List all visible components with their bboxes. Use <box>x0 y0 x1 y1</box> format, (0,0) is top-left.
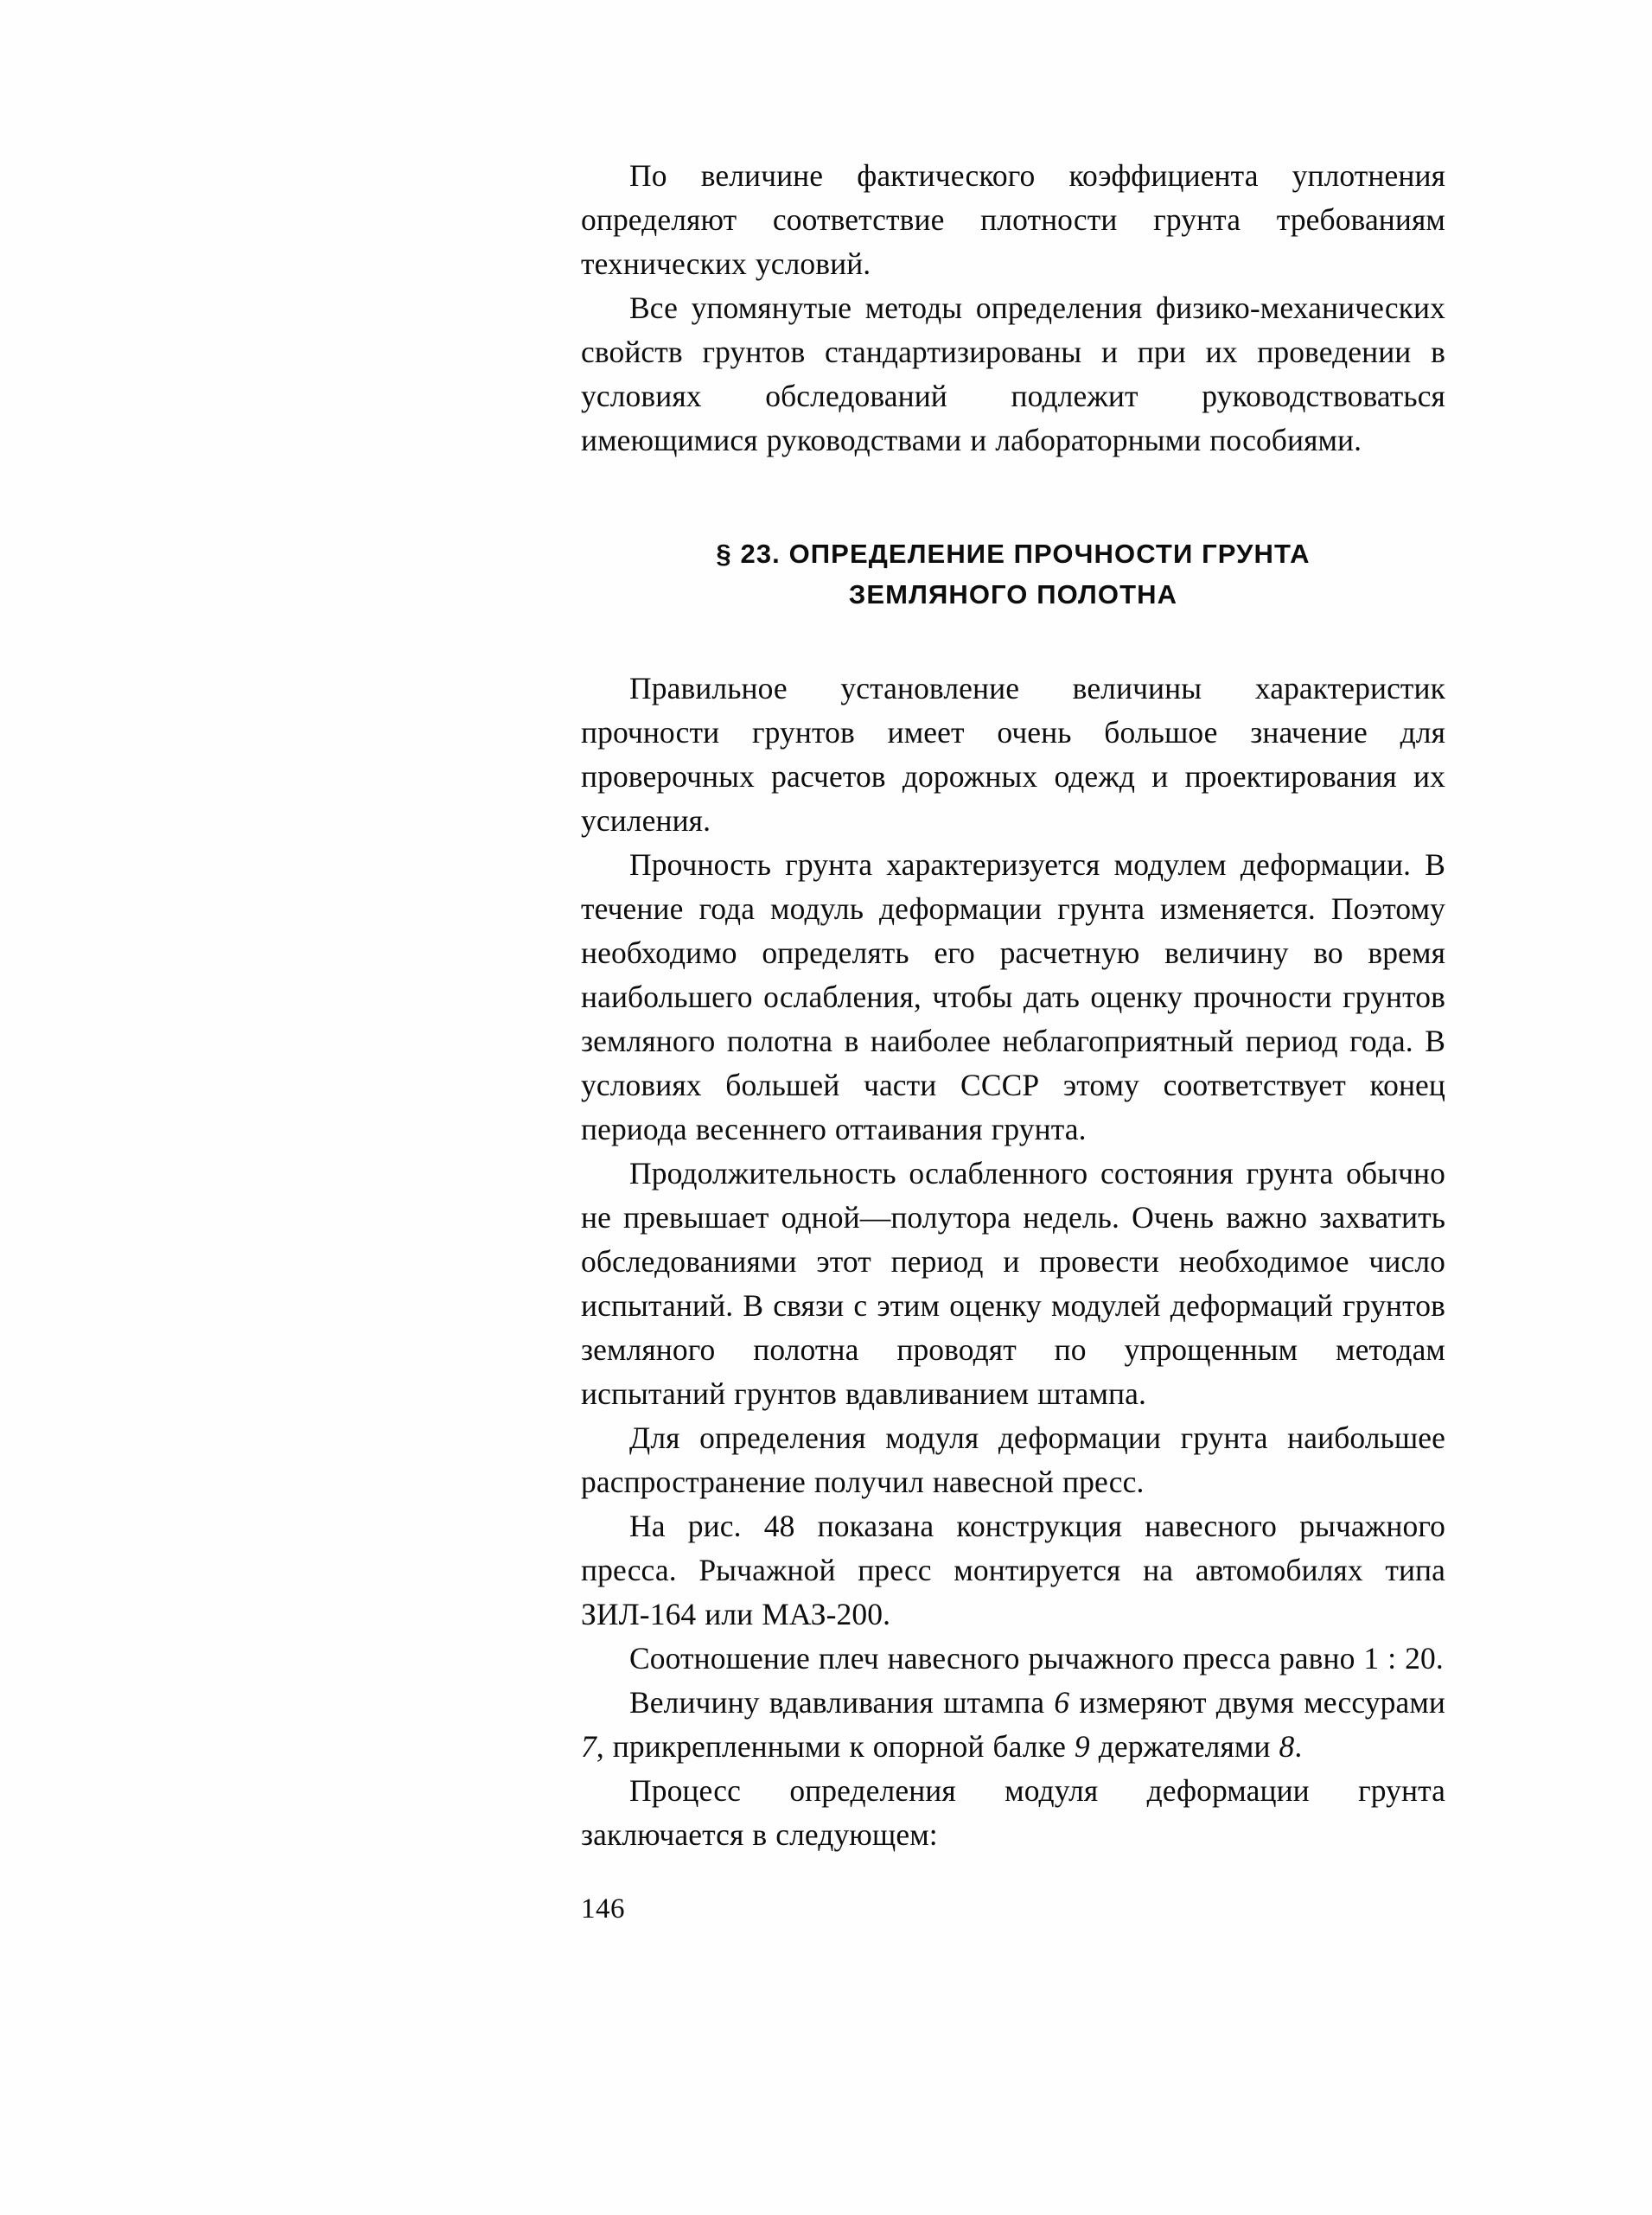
paragraph-4: Прочность грунта характеризуется модулем деформации. В течение года модуль деформации грунта изменяется. Поэтому необходимо определять его расчетную величину во время наибольшего ослабления, чтобы дать оценку прочности грунтов земляного полотна в наиболее неблагоприятный период года. В условиях большей части СССР этому соответствует конец периода весеннего оттаивания грунта. <box>581 847 1445 1146</box>
section-heading-line-1: § 23. ОПРЕДЕЛЕНИЕ ПРОЧНОСТИ ГРУНТА <box>716 539 1311 569</box>
figure-ref-8: 8 <box>1279 1729 1295 1764</box>
paragraph-9-part-3: , прикрепленными к опорной балке <box>596 1729 1075 1764</box>
page-number: 146 <box>581 1893 625 1925</box>
figure-ref-9: 9 <box>1074 1729 1090 1764</box>
paragraph-5: Продолжительность ослабленного состояния грунта обычно не превышает одной—полутора недель. Очень важно захватить обследованиями этот период и провести необходимое число испытаний. В связи с этим оценку модулей деформаций грунтов земляного полотна проводят по упрощенным методам испытаний грунтов вдавливанием штампа. <box>581 1156 1445 1411</box>
paragraph-2: Все упомянутые методы определения физико-механических свойств грунтов стандартизированы и при их проведении в условиях обследований подлежит руководствоваться имеющимися руководствами и лабораторными пособиями. <box>581 290 1445 457</box>
section-heading-line-2: ЗЕМЛЯНОГО ПОЛОТНА <box>848 579 1178 610</box>
paragraph-9-part-5: . <box>1294 1729 1303 1764</box>
paragraph-9-part-2: измеряют двумя мессурами <box>1069 1685 1445 1720</box>
paragraph-9 <box>581 1681 1445 1769</box>
section-heading <box>581 533 1445 615</box>
paragraph-8: Соотношение плеч навесного рычажного пресса равно 1 : 20. <box>629 1641 1444 1676</box>
paragraph-7: На рис. 48 показана конструкция навесного рычажного пресса. Рычажной пресс монтируется на автомобилях типа ЗИЛ-164 или МАЗ-200. <box>581 1509 1445 1631</box>
figure-ref-7: 7 <box>581 1729 596 1764</box>
figure-ref-6: 6 <box>1054 1685 1070 1720</box>
paragraph-10: Процесс определения модуля деформации грунта заключается в следующем: <box>581 1773 1445 1852</box>
paragraph-9-part-1: Величину вдавливания штампа <box>629 1685 1055 1720</box>
paragraph-1: По величине фактического коэффициента уплотнения определяют соответствие плотности грунта требованиям технических условий. <box>581 158 1445 281</box>
paragraph-9-part-4: держателями <box>1089 1729 1279 1764</box>
text-column <box>581 154 1445 1857</box>
paragraph-3: Правильное установление величины характеристик прочности грунтов имеет очень большое значение для проверочных расчетов дорожных одежд и проектирования их усиления. <box>581 671 1445 838</box>
paragraph-6: Для определения модуля деформации грунта наибольшее распространение получил навесной пресс. <box>581 1420 1445 1499</box>
